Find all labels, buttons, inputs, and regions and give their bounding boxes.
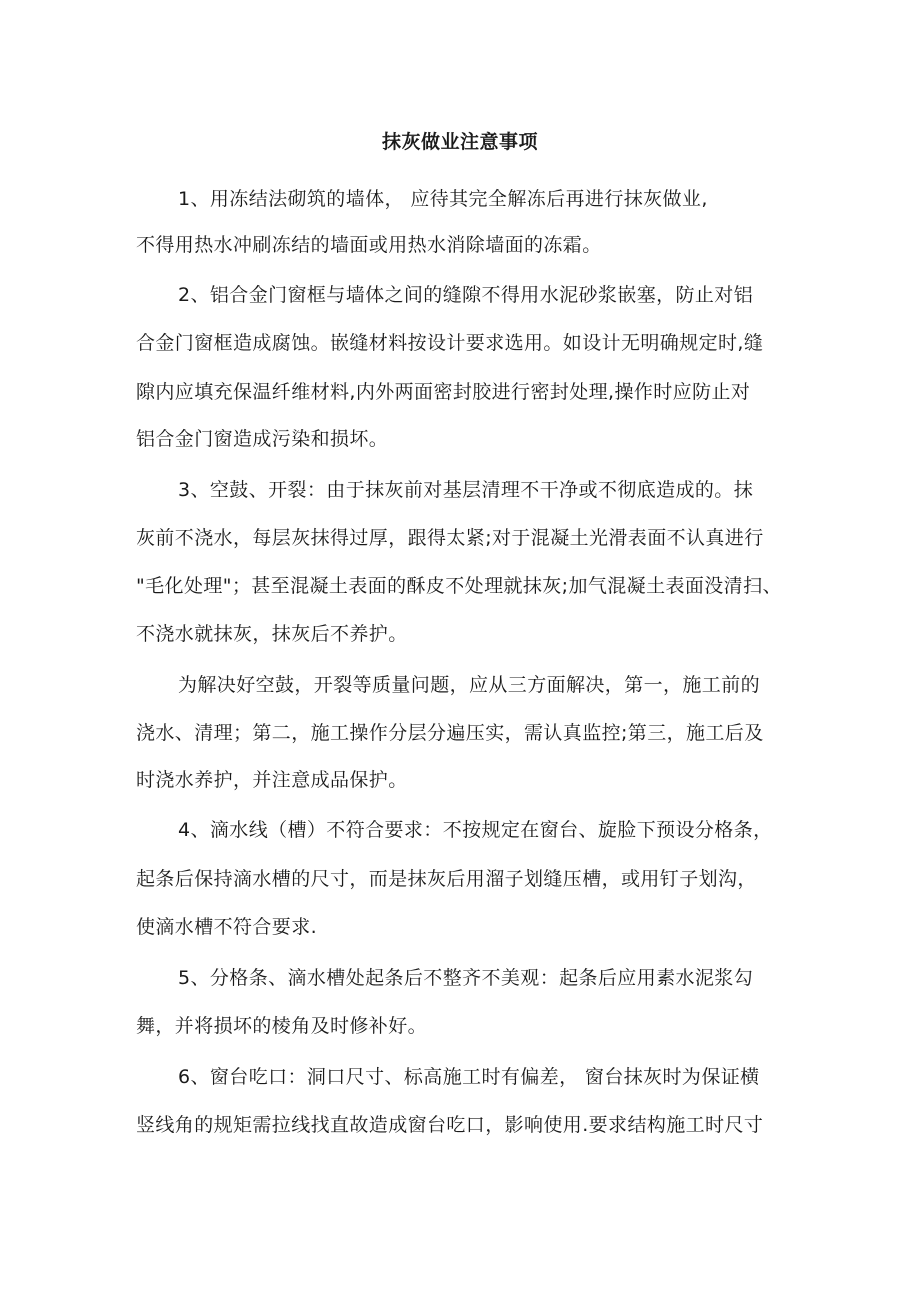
paragraph-7-line-1: 6、窗台吃口：洞口尺寸、标高施工时有偏差， 窗台抹灰时为保证横	[178, 1066, 760, 1088]
paragraph-3-line-1: 3、空鼓、开裂：由于抹灰前对基层清理不干净或不彻底造成的。抹	[178, 479, 754, 501]
paragraph-5-line-2: 起条后保持滴水槽的尺寸，而是抹灰后用溜子划缝压槽，或用钉子划沟，	[136, 868, 757, 890]
paragraph-1-line-1: 1、用冻结法砌筑的墙体， 应待其完全解冻后再进行抹灰做业,	[178, 188, 708, 210]
document-title: 抹灰做业注意事项	[381, 131, 538, 153]
paragraph-2-line-2: 合金门窗框造成腐蚀。嵌缝材料按设计要求选用。如设计无明确规定时,缝	[136, 332, 764, 354]
paragraph-4-line-1: 为解决好空鼓，开裂等质量问题，应从三方面解决，第一，施工前的	[178, 674, 761, 696]
paragraph-3-line-4: 不浇水就抹灰，抹灰后不养护。	[136, 623, 408, 645]
paragraph-2-line-1: 2、铝合金门窗框与墙体之间的缝隙不得用水泥砂浆嵌塞，防止对铝	[178, 284, 754, 306]
paragraph-4-line-3: 时浇水养护，并注意成品保护。	[136, 769, 408, 791]
paragraph-2-line-3: 隙内应填充保温纤维材料,内外两面密封胶进行密封处理,操作时应防止对	[136, 381, 751, 403]
paragraph-6-line-2: 舞，并将损坏的棱角及时修补好。	[136, 1015, 428, 1037]
paragraph-1-line-2: 不得用热水冲刷冻结的墙面或用热水消除墙面的冻霜。	[136, 234, 602, 256]
paragraph-3-line-2: 灰前不浇水，每层灰抹得过厚，跟得太紧;对于混凝土光滑表面不认真进行	[136, 527, 764, 549]
paragraph-5-line-3: 使滴水槽不符合要求.	[136, 916, 318, 938]
paragraph-5-line-1: 4、滴水线（槽）不符合要求：不按规定在窗台、旋脸下预设分格条，	[178, 819, 773, 841]
paragraph-3-line-3: "毛化处理"；甚至混凝土表面的酥皮不处理就抹灰;加气混凝土表面没清扫、	[136, 575, 782, 597]
paragraph-2-line-4: 铝合金门窗造成污染和损坏。	[136, 428, 389, 450]
paragraph-7-line-2: 竖线角的规矩需拉线找直故造成窗台吃口，影响使用.要求结构施工时尺寸	[136, 1114, 764, 1136]
paragraph-6-line-1: 5、分格条、滴水槽处起条后不整齐不美观：起条后应用素水泥浆勾	[178, 967, 754, 989]
paragraph-4-line-2: 浇水、清理；第二，施工操作分层分遍压实，需认真监控;第三，施工后及	[136, 722, 764, 744]
